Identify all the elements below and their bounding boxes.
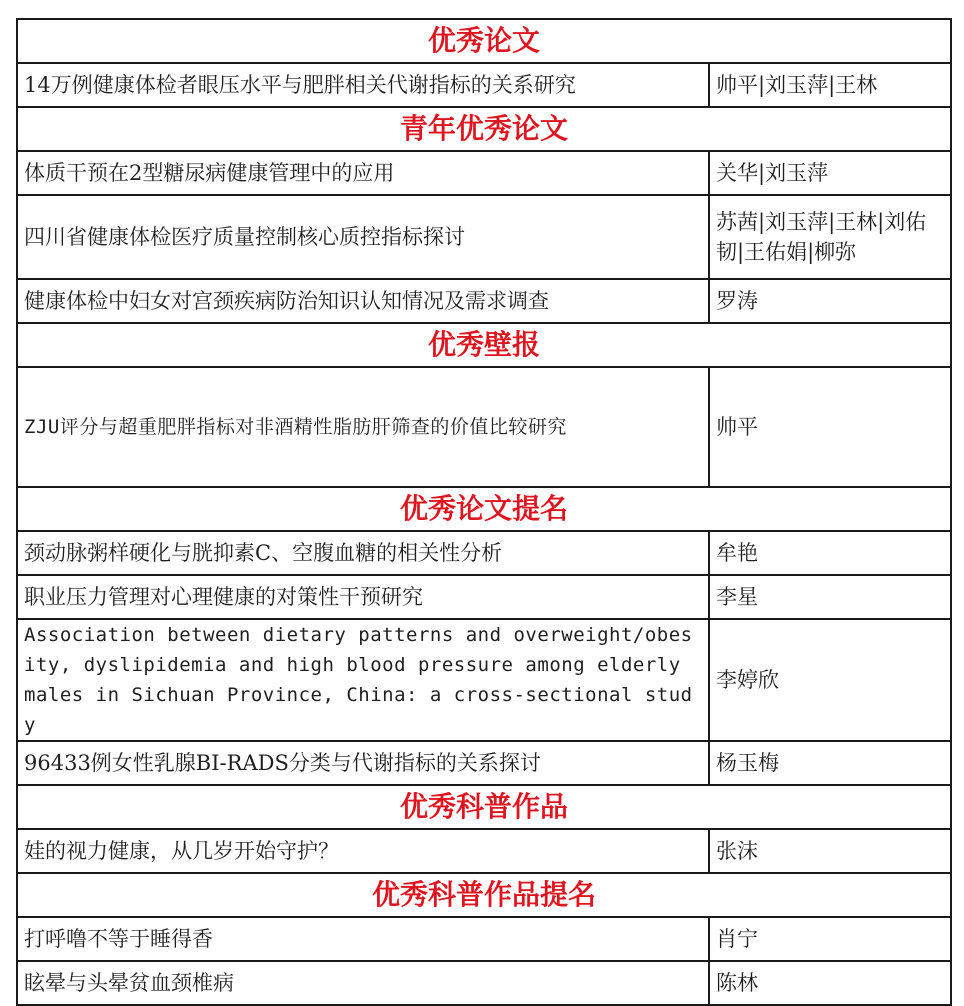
paper-title-cell: 96433例女性乳腺BI-RADS分类与代谢指标的关系探讨 xyxy=(17,741,709,785)
table-row xyxy=(17,741,951,785)
authors-cell: 杨玉梅 xyxy=(709,741,951,785)
paper-title-cell: 打呼噜不等于睡得香 xyxy=(17,917,709,961)
authors-cell: 陈林 xyxy=(709,961,951,1005)
table-row xyxy=(17,151,951,195)
authors-cell: 帅平|刘玉萍|王林 xyxy=(709,63,951,107)
awards-table-container xyxy=(16,18,950,1006)
section-heading: 优秀论文 xyxy=(17,19,951,63)
section-heading: 优秀壁报 xyxy=(17,323,951,367)
awards-table-body xyxy=(17,19,951,1005)
authors-cell: 苏茜|刘玉萍|王林|刘佑韧|王佑娟|柳弥 xyxy=(709,195,951,279)
section-heading: 优秀科普作品提名 xyxy=(17,873,951,917)
paper-title-cell: 14万例健康体检者眼压水平与肥胖相关代谢指标的关系研究 xyxy=(17,63,709,107)
paper-title-cell: 职业压力管理对心理健康的对策性干预研究 xyxy=(17,575,709,619)
paper-title-cell: 健康体检中妇女对宫颈疾病防治知识认知情况及需求调查 xyxy=(17,279,709,323)
table-row xyxy=(17,367,951,487)
table-row xyxy=(17,531,951,575)
table-row xyxy=(17,279,951,323)
paper-title-cell: ZJU评分与超重肥胖指标对非酒精性脂肪肝筛查的价值比较研究 xyxy=(17,367,709,487)
table-row xyxy=(17,575,951,619)
table-row xyxy=(17,829,951,873)
paper-title-cell: 娃的视力健康，从几岁开始守护？ xyxy=(17,829,709,873)
section-heading: 青年优秀论文 xyxy=(17,107,951,151)
paper-title-cell: 四川省健康体检医疗质量控制核心质控指标探讨 xyxy=(17,195,709,279)
section-heading: 优秀论文提名 xyxy=(17,487,951,531)
authors-cell: 李星 xyxy=(709,575,951,619)
table-row xyxy=(17,195,951,279)
authors-cell: 张沫 xyxy=(709,829,951,873)
table-row xyxy=(17,917,951,961)
authors-cell: 关华|刘玉萍 xyxy=(709,151,951,195)
section-heading-row xyxy=(17,107,951,151)
authors-cell: 帅平 xyxy=(709,367,951,487)
table-row xyxy=(17,63,951,107)
section-heading-row xyxy=(17,323,951,367)
paper-title-cell: Association between dietary patterns and overweight/obesity, dyslipidemia and high blood pressure among elderly males in Sichuan Province, China: a cross-sectional study xyxy=(17,619,709,741)
section-heading-row xyxy=(17,785,951,829)
paper-title-cell: 颈动脉粥样硬化与胱抑素C、空腹血糖的相关性分析 xyxy=(17,531,709,575)
section-heading-row xyxy=(17,873,951,917)
authors-cell: 肖宁 xyxy=(709,917,951,961)
section-heading-row xyxy=(17,487,951,531)
table-row xyxy=(17,619,951,741)
paper-title-cell: 眩晕与头晕贫血颈椎病 xyxy=(17,961,709,1005)
section-heading-row xyxy=(17,19,951,63)
paper-title-cell: 体质干预在2型糖尿病健康管理中的应用 xyxy=(17,151,709,195)
authors-cell: 李婷欣 xyxy=(709,619,951,741)
table-row xyxy=(17,961,951,1005)
authors-cell: 牟艳 xyxy=(709,531,951,575)
section-heading: 优秀科普作品 xyxy=(17,785,951,829)
awards-table xyxy=(16,18,952,1006)
authors-cell: 罗涛 xyxy=(709,279,951,323)
